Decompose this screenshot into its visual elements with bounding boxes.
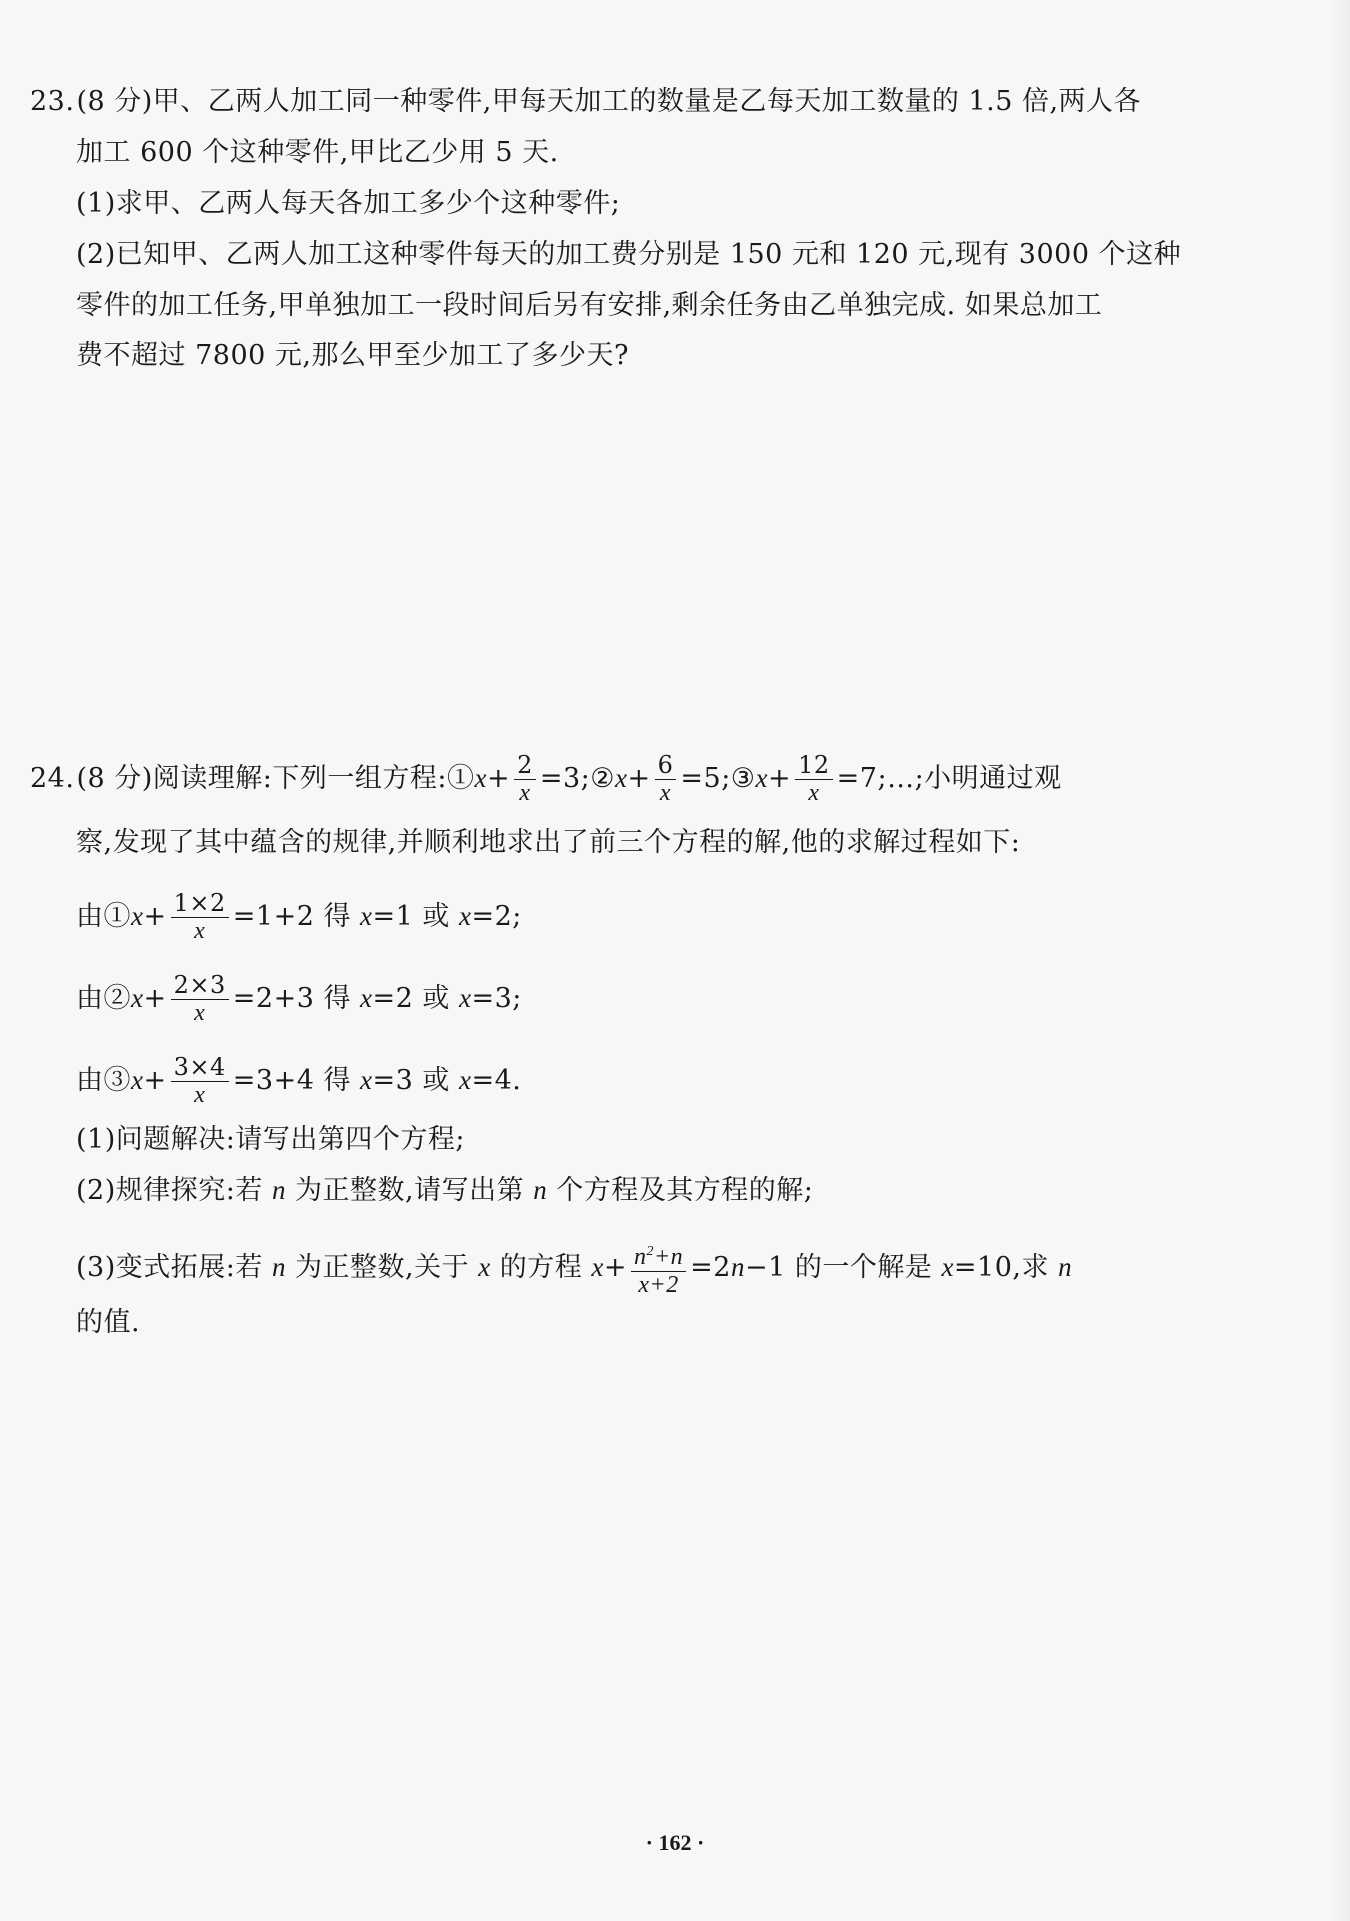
q24-number: 24. <box>30 763 75 794</box>
q24-step2 <box>76 972 522 1027</box>
eq1-fraction <box>514 752 536 807</box>
step3-solution2: =4. <box>471 1065 522 1096</box>
part3-denominator: x+2 <box>638 1272 679 1298</box>
q23-part2-line2: 零件的加工任务,甲单独加工一段时间后另有安排,剩余任务由乙单独完成. 如果总加工 <box>76 290 1103 321</box>
step3-denominator: x <box>194 1082 206 1108</box>
plus-sign: + <box>603 1252 627 1283</box>
q23-line1 <box>30 85 1141 119</box>
step1-numerator: 1×2 <box>171 890 229 918</box>
var-x: x <box>755 763 768 793</box>
page-number: · 162 · <box>645 1830 705 1855</box>
var-n: n <box>271 1252 286 1282</box>
var-n: n <box>533 1175 548 1205</box>
eq1-denominator: x <box>519 780 531 806</box>
step2-numerator: 2×3 <box>171 972 229 1000</box>
var-x: x <box>459 983 472 1013</box>
page-edge-shadow <box>1330 0 1350 1921</box>
plus-sign: + <box>143 1065 167 1096</box>
var-x: x <box>615 763 628 793</box>
var-x: x <box>459 1065 472 1095</box>
q24-last-line: 的值. <box>76 1307 141 1338</box>
q24-step1 <box>76 890 522 945</box>
var-n: n <box>1058 1252 1073 1282</box>
step1-fraction <box>171 890 229 945</box>
part3-numerator-tail: +n <box>653 1244 684 1270</box>
eq3-fraction <box>795 752 833 807</box>
exponent-2: 2 <box>646 1244 654 1259</box>
eq3-rhs: =7;…;小明通过观 <box>836 763 1062 794</box>
plus-sign: + <box>768 763 792 794</box>
step2-denominator: x <box>194 1000 206 1026</box>
var-x: x <box>360 1065 373 1095</box>
var-x: x <box>360 983 373 1013</box>
eq2-denominator: x <box>659 780 672 806</box>
q23-text-1: (8 分)甲、乙两人加工同一种零件,甲每天加工的数量是乙每天加工数量的 1.5 倍,两人各 <box>76 86 1142 117</box>
part3-text-b: 为正整数,关于 <box>285 1252 479 1283</box>
eq2-marker: ② <box>590 763 615 794</box>
var-x: x <box>131 1065 144 1095</box>
step3-rhs: =3+4 得 <box>232 1065 361 1096</box>
step3-numerator: 3×4 <box>171 1054 229 1082</box>
q24-intro: (8 分)阅读理解:下列一组方程: <box>76 763 447 794</box>
var-n: n <box>730 1252 745 1282</box>
plus-sign: + <box>143 901 167 932</box>
eq1-rhs: =3; <box>539 763 591 794</box>
part2-text-a: (2)规律探究:若 <box>76 1175 272 1206</box>
var-x: x <box>131 901 144 931</box>
eq1-marker: ① <box>446 763 475 794</box>
eq3-denominator: x <box>808 780 820 806</box>
q24-part2 <box>76 1173 813 1208</box>
step2-rhs: =2+3 得 <box>232 983 361 1014</box>
var-x: x <box>591 1252 604 1282</box>
step3-solution: =3 或 <box>372 1065 459 1096</box>
q24-step3 <box>76 1054 521 1109</box>
part3-text-c: 的方程 <box>490 1252 592 1283</box>
q24-line2: 察,发现了其中蕴含的规律,并顺利地求出了前三个方程的解,他的求解过程如下: <box>76 827 1021 858</box>
eq2-fraction <box>655 752 677 807</box>
var-x: x <box>478 1252 491 1282</box>
step1-denominator: x <box>194 918 206 944</box>
q24-part3 <box>76 1238 1072 1299</box>
var-x: x <box>459 901 472 931</box>
part3-text-a: (3)变式拓展:若 <box>76 1252 272 1283</box>
var-x: x <box>474 763 487 793</box>
part3-fraction <box>631 1238 686 1299</box>
q24-part1: (1)问题解决:请写出第四个方程; <box>76 1124 465 1155</box>
q23-part2-line3: 费不超过 7800 元,那么甲至少加工了多少天? <box>76 340 629 371</box>
var-n: n <box>271 1175 286 1205</box>
step3-fraction <box>171 1054 229 1109</box>
var-x: x <box>941 1252 954 1282</box>
var-n: n <box>633 1244 647 1270</box>
q23-part1: (1)求甲、乙两人每天各加工多少个这种零件; <box>76 188 621 219</box>
plus-sign: + <box>143 983 167 1014</box>
eq3-numerator: 12 <box>795 752 833 780</box>
step1-solution: =1 或 <box>372 901 459 932</box>
part3-numerator <box>631 1238 686 1272</box>
step3-prefix: 由③ <box>76 1065 131 1096</box>
step2-fraction <box>171 972 229 1027</box>
var-x: x <box>360 901 373 931</box>
eq1-numerator: 2 <box>514 752 536 780</box>
plus-sign: + <box>627 763 651 794</box>
eq2-rhs: =5; <box>680 763 731 794</box>
q23-number: 23. <box>30 86 75 117</box>
part3-rhs-c: =10,求 <box>953 1252 1059 1283</box>
part2-text-b: 为正整数,请写出第 <box>285 1175 534 1206</box>
part3-rhs-a: =2 <box>690 1252 731 1283</box>
eq3-marker: ③ <box>730 763 756 794</box>
q23-part2-line1: (2)已知甲、乙两人加工这种零件每天的加工费分别是 150 元和 120 元,现有 3000 个这种 <box>76 239 1182 270</box>
step2-prefix: 由② <box>76 983 131 1014</box>
step1-prefix: 由① <box>76 901 131 932</box>
step1-rhs: =1+2 得 <box>232 901 361 932</box>
var-x: x <box>131 983 144 1013</box>
q23-line2: 加工 600 个这种零件,甲比乙少用 5 天. <box>76 137 559 168</box>
part3-rhs-b: −1 的一个解是 <box>744 1252 942 1283</box>
step2-solution: =2 或 <box>372 983 459 1014</box>
step2-solution2: =3; <box>471 983 522 1014</box>
q24-line1 <box>30 752 1062 807</box>
step1-solution2: =2; <box>471 901 522 932</box>
plus-sign: + <box>486 763 511 794</box>
eq2-numerator: 6 <box>655 752 677 780</box>
part2-text-c: 个方程及其方程的解; <box>547 1175 814 1206</box>
